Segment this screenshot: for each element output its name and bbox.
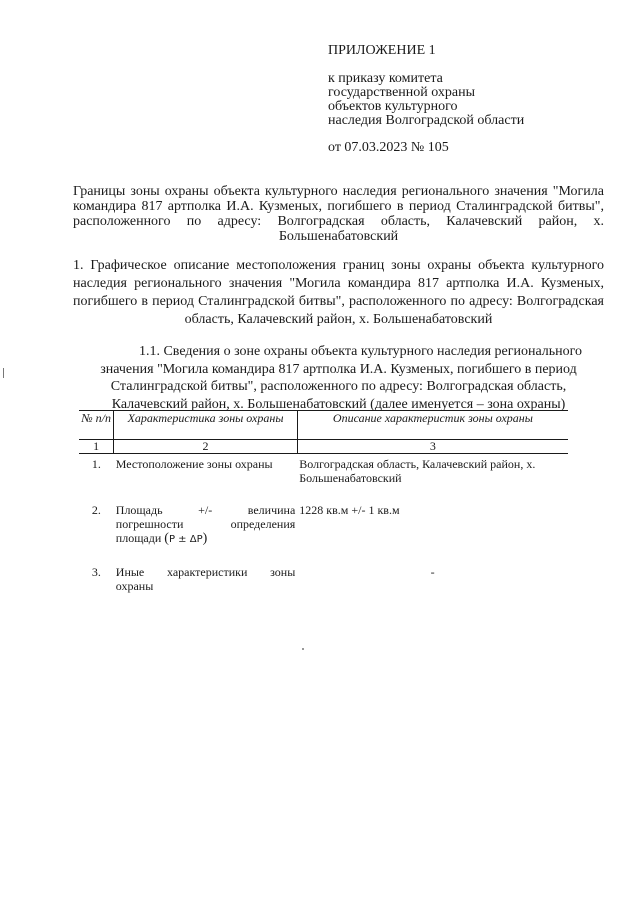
header-line: наследия Волгоградской области (328, 113, 525, 128)
table-row (79, 501, 568, 563)
header-line: к приказу комитета (328, 71, 443, 86)
zone-table (79, 410, 568, 595)
row-number: 3. (91, 565, 101, 579)
header-description: Описание характеристик зоны охраны (297, 411, 568, 440)
header-line: объектов культурного (328, 99, 458, 114)
header-num: № п/п (79, 411, 114, 440)
row-description: 1228 кв.м +/- 1 кв.м (299, 503, 400, 517)
section-1-heading: 1. Графическое описание местоположения границ зоны охраны объекта культурного наследия регионального значения "Могила командира 817 артполка И.А. Кузменых, погибшего в период Сталинградской битвы", расположенного по адресу: Волгоградская область, Калачевский район, х. Большенабатовский (73, 258, 604, 327)
row-characteristic: Иные характеристики зоны охраны (115, 565, 296, 593)
table-row (79, 563, 568, 595)
document-title: Границы зоны охраны объекта культурного наследия регионального значения "Могила командира 817 артполка И.А. Кузменых, погибшего в период Сталинградской битвы", расположенного по адресу: Волгоградская область, Калачевский район, х. Большенабатовский (73, 184, 604, 244)
subsection-text: 1.1. Сведения о зоне охраны объекта культурного наследия регионального значения "Могила командира 817 артполка И.А. Кузменых, погибшего в период Сталинградской битвы", расположенного по адресу: Волгоградская область, Калачевский район, х. Большенабатовский (далее именуется – зона охраны) (100, 344, 583, 412)
row-description: - (430, 565, 435, 579)
column-number-row (79, 440, 568, 454)
order-date: от 07.03.2023 № 105 (328, 140, 449, 155)
area-formula: P ± ΔP (168, 534, 203, 545)
subsection-1-1-heading (73, 343, 604, 413)
table-header-row (79, 411, 568, 440)
row-description: Волгоградская область, Калачевский район, х. Большенабатовский (299, 457, 536, 485)
scan-speck (302, 648, 304, 650)
row-number: 2. (91, 503, 101, 517)
column-number: 1 (79, 440, 114, 454)
column-number: 2 (114, 440, 298, 454)
header-line: государственной охраны (328, 85, 476, 100)
characteristic-text: Площадь +/- величина погрешности определения площади (115, 503, 296, 545)
appendix-title: ПРИЛОЖЕНИЕ 1 (328, 43, 436, 58)
margin-mark (3, 368, 4, 378)
column-number: 3 (297, 440, 568, 454)
row-characteristic: Местоположение зоны охраны (115, 457, 273, 471)
row-characteristic (114, 501, 298, 563)
row-number: 1. (91, 457, 101, 471)
header-characteristic: Характеристика зоны охраны (114, 411, 298, 440)
formula-open-paren: ( (164, 531, 169, 546)
formula-close-paren: ) (202, 531, 208, 546)
appendix-header (328, 44, 524, 155)
table-row (79, 454, 568, 502)
